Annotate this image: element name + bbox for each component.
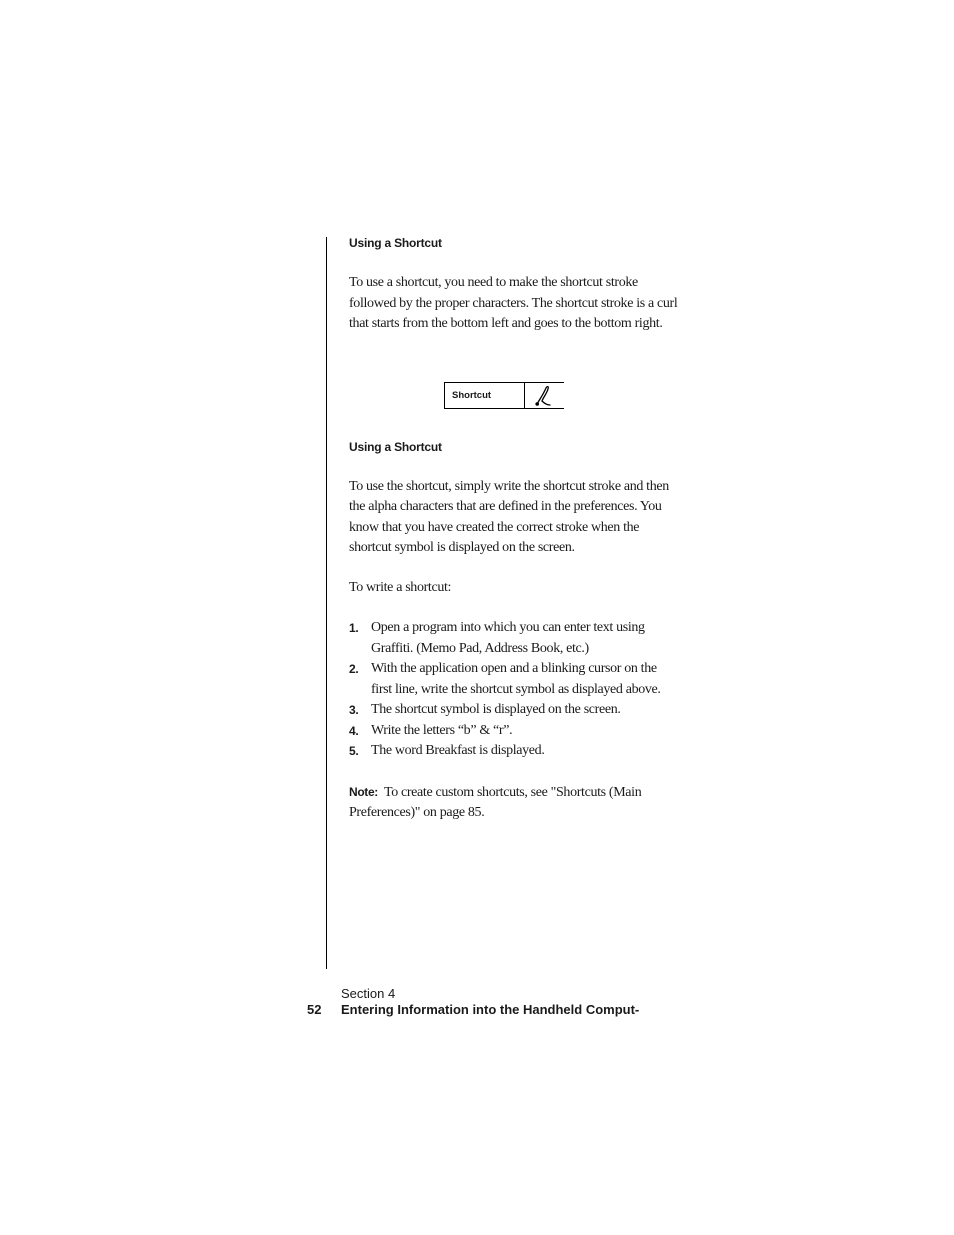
section-1-paragraph: To use a shortcut, you need to make the shortcut stroke followed by the proper characters. The shortcut stroke is a curl that starts from the bottom left and goes to the bottom right. bbox=[349, 275, 678, 331]
note-label: Note: bbox=[349, 784, 378, 799]
section-2-paragraph: To use the shortcut, simply write the shortcut stroke and then the alpha characters that are defined in the preferences. You know that you have created the correct stroke when the shortcut symbol is displayed on the screen. bbox=[349, 478, 669, 555]
section-heading-2: Using a Shortcut bbox=[349, 439, 442, 454]
note-paragraph: Note: To create custom shortcuts, see "Shortcuts (Main Preferences)" on page 85. bbox=[349, 784, 642, 820]
list-item: 4. Write the letters “b” & “r”. bbox=[349, 722, 513, 738]
page-content bbox=[349, 235, 679, 824]
shortcut-label: Shortcut bbox=[445, 383, 525, 408]
margin-rule bbox=[326, 237, 327, 969]
chapter-title: Entering Information into the Handheld Comput- bbox=[341, 1002, 640, 1017]
section-heading-1: Using a Shortcut bbox=[349, 236, 442, 250]
list-item: 1. Open a program into which you can enter text using Graffiti. (Memo Pad, Address Book, etc.) bbox=[349, 620, 645, 656]
footer-title-line bbox=[307, 1002, 639, 1017]
shortcut-stroke-icon bbox=[535, 385, 553, 407]
page-number: 52 bbox=[307, 1002, 322, 1017]
list-item: 2. With the application open and a blinking cursor on the first line, write the shortcut symbol as displayed above. bbox=[349, 661, 661, 697]
footer-section-label: Section 4 bbox=[341, 986, 396, 1001]
intro-text: To write a shortcut: bbox=[349, 579, 452, 595]
list-item: 5. The word Breakfast is displayed. bbox=[349, 743, 545, 758]
list-item: 3. The shortcut symbol is displayed on the screen. bbox=[349, 702, 621, 717]
steps-list bbox=[349, 618, 679, 762]
shortcut-figure bbox=[444, 382, 564, 409]
